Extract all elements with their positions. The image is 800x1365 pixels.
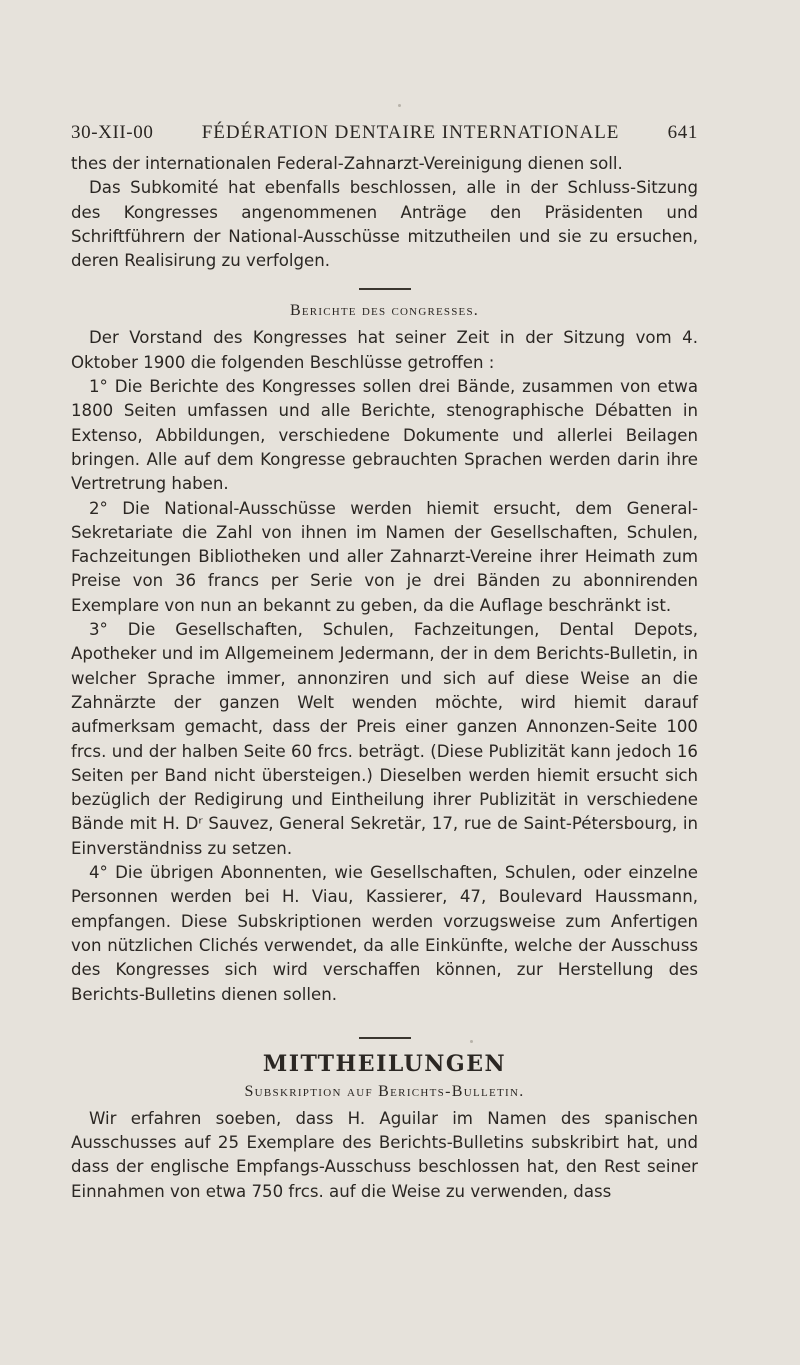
section-divider (359, 1037, 411, 1039)
paragraph: 4° Die übrigen Abonnenten, wie Gesellschaften, Schulen, oder einzelne Personnen werden bei H. Viau, Kassierer, 47, Boulevard Haussmann, empfangen. Diese Subskriptionen werden vorzugsweise zum Anfertigen von nützlichen Clichés verwendet, da alle Einkünfte, welche der Ausschuss des Kongresses sich wird verschaffen können, zur Herstellung des Berichts-Bulletins dienen sollen. (71, 863, 698, 1004)
subsection-heading: Subskription auf Berichts-Bulletin. (244, 1082, 525, 1100)
paragraph: Wir erfahren soeben, dass H. Aguilar im Namen des spanischen Ausschusses auf 25 Exemplare des Berichts-Bulletins subskribirt hat, und dass der englische Empfangs-Ausschuss beschlossen hat, den Rest seiner Einnahmen von etwa 750 frcs. auf die Weise zu verwenden, dass (71, 1108, 698, 1201)
running-header (71, 122, 698, 144)
section-heading: Berichte des congresses. (290, 302, 479, 320)
paragraph: 3° Die Gesellschaften, Schulen, Fachzeitungen, Dental Depots, Apotheker und im Allgemeinem Jedermann, der in dem Berichts-Bulletin, in welcher Sprache immer, annonziren und sich auf diese Weise an die Zahnärzte der ganzen Welt wenden möchte, wird hiemit darauf aufmerksam gemacht, dass der Preis einer ganzen Annonzen-Seite 100 frcs. und der halben Seite 60 frcs. beträgt. (Diese Publizität kann jedoch 16 Seiten per Band nicht übersteigen.) Dieselben werden hiemit ersucht sich bezüglich der Redigirung und Eintheilung ihrer Publizität in verschiedene Bände mit H. Dʳ Sauvez, General Sekretär, 17, rue de Saint-Pétersbourg, in Einverständniss zu setzen. (71, 620, 698, 858)
paragraph: Der Vorstand des Kongresses hat seiner Zeit in der Sitzung vom 4. Oktober 1900 die folgenden Beschlüsse getroffen : (71, 328, 698, 372)
header-date: 30-XII-00 (71, 122, 154, 143)
page-number: 641 (667, 122, 698, 143)
section-body (71, 1107, 698, 1204)
intro-text (71, 152, 698, 273)
section-title: MITTHEILUNGEN (262, 1050, 507, 1077)
header-title: FÉDÉRATION DENTAIRE INTERNATIONALE (201, 122, 620, 143)
section-divider (359, 288, 411, 290)
paragraph: 1° Die Berichte des Kongresses sollen drei Bände, zusammen von etwa 1800 Seiten umfassen und alle Berichte, stenographische Débatten in Extenso, Abbildungen, verschiedene Dokumente und allerlei Beilagen bringen. Alle auf dem Kongresse gebrauchten Sprachen werden darin ihre Vertretrung haben. (71, 377, 698, 494)
paragraph: Das Subkomité hat ebenfalls beschlossen, alle in der Schluss-Sitzung des Kongresses angenommenen Anträge den Präsidenten und Schriftführern der National-Ausschüsse mitzutheilen und sie zu ersuchen, deren Realisirung zu verfolgen. (71, 178, 698, 271)
paragraph: 2° Die National-Ausschüsse werden hiemit ersucht, dem General-Sekretariate die Zahl von ihnen im Namen der Gesellschaften, Schulen, Fachzeitungen Bibliotheken und aller Zahnarzt-Vereine ihrer Heimath zum Preise von 36 francs per Serie von je drei Bänden zu abonnirenden Exemplare von nun an bekannt zu geben, da die Auflage beschränkt ist. (71, 498, 698, 615)
paper-speck (398, 104, 401, 107)
paragraph: thes der internationalen Federal-Zahnarzt-Vereinigung dienen soll. (71, 154, 623, 173)
section-body (71, 326, 698, 1006)
book-page (71, 122, 698, 1204)
